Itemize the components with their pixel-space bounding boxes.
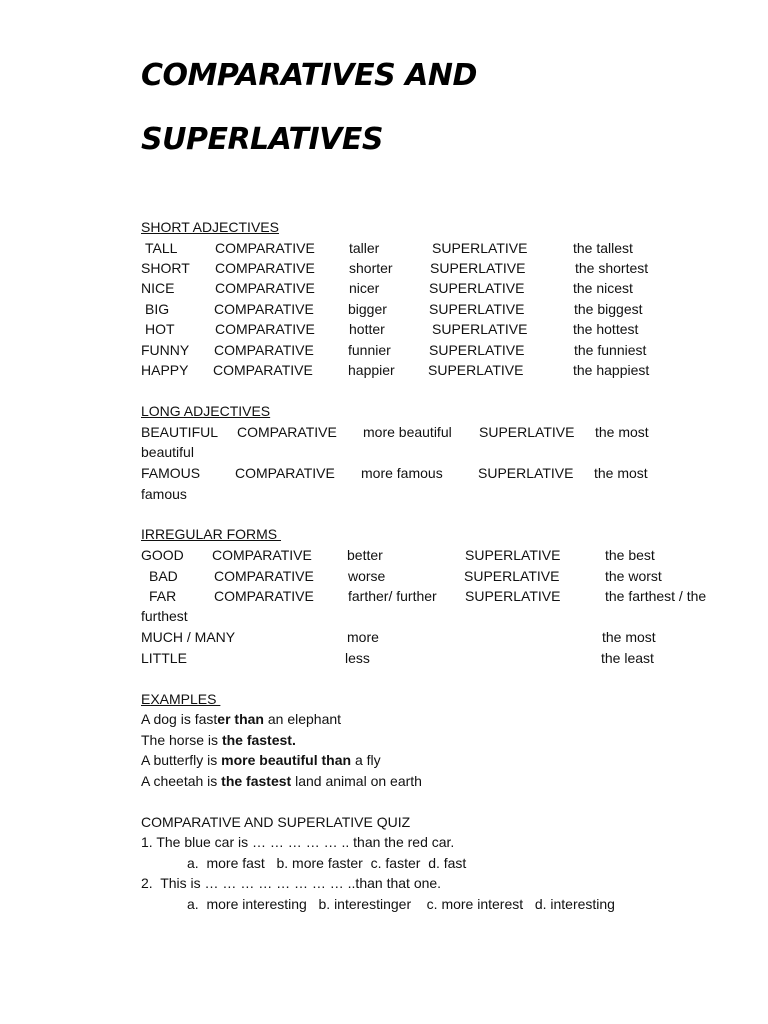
- quiz-question: 1. The blue car is … … … … … .. than the red car.: [141, 834, 455, 850]
- table-row: FUNNY COMPARATIVE funnier SUPERLATIVE the funniest: [141, 342, 647, 358]
- quiz-question: 2. This is … … … … … … … … ..than that one.: [141, 875, 442, 891]
- page-title-line-2: SUPERLATIVES: [141, 122, 383, 157]
- table-row: NICE COMPARATIVE nicer SUPERLATIVE the nicest: [141, 280, 633, 296]
- section-heading-irregular: IRREGULAR FORMS: [141, 526, 282, 542]
- example-sentence: A cheetah is the fastest land animal on earth: [141, 773, 422, 789]
- table-row: FAR COMPARATIVE farther/ further SUPERLATIVE the farthest / the: [149, 588, 707, 604]
- example-sentence: A dog is faster than an elephant: [141, 711, 342, 727]
- table-row: FAMOUS COMPARATIVE more famous SUPERLATIVE the most: [141, 465, 648, 481]
- section-heading-quiz: COMPARATIVE AND SUPERLATIVE QUIZ: [141, 814, 411, 830]
- table-row: BIG COMPARATIVE bigger SUPERLATIVE the biggest: [145, 301, 643, 317]
- section-heading-short: SHORT ADJECTIVES: [141, 219, 279, 235]
- table-row: MUCH / MANY more the most: [141, 629, 656, 645]
- example-sentence: A butterfly is more beautiful than a fly: [141, 752, 381, 768]
- table-row: SHORT COMPARATIVE shorter SUPERLATIVE the shortest: [141, 260, 649, 276]
- table-row: BEAUTIFUL COMPARATIVE more beautiful SUPERLATIVE the most: [141, 424, 649, 440]
- table-row: TALL COMPARATIVE taller SUPERLATIVE the tallest: [145, 240, 633, 256]
- table-row-wrap: furthest: [141, 608, 188, 624]
- quiz-options: a. more interesting b. interestinger c. more interest d. interesting: [187, 896, 615, 912]
- example-sentence: The horse is the fastest.: [141, 732, 296, 748]
- page-title: COMPARATIVES AND: [141, 58, 477, 93]
- table-row: HOT COMPARATIVE hotter SUPERLATIVE the hottest: [145, 321, 639, 337]
- table-row-wrap: beautiful: [141, 444, 194, 460]
- table-row: LITTLE less the least: [141, 650, 654, 666]
- section-heading-long: LONG ADJECTIVES: [141, 403, 271, 419]
- table-row: HAPPY COMPARATIVE happier SUPERLATIVE the happiest: [141, 362, 650, 378]
- table-row: GOOD COMPARATIVE better SUPERLATIVE the best: [141, 547, 655, 563]
- table-row: BAD COMPARATIVE worse SUPERLATIVE the worst: [149, 568, 662, 584]
- section-heading-examples: EXAMPLES: [141, 691, 221, 707]
- table-row-wrap: famous: [141, 486, 187, 502]
- quiz-options: a. more fast b. more faster c. faster d. fast: [187, 855, 467, 871]
